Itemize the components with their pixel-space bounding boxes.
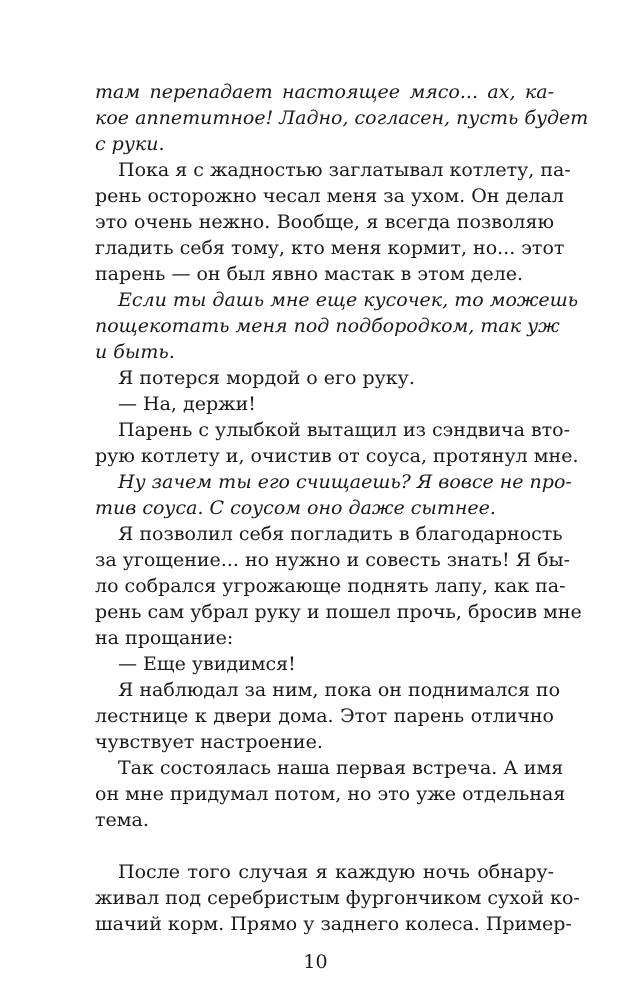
- text-line: Я потерся мордой о его руку.: [118, 367, 415, 389]
- text-line: рень осторожно чесал меня за ухом. Он делал: [95, 185, 564, 207]
- text-line: он мне придумал потом, но это уже отдельная: [95, 783, 566, 805]
- text-line: пощекотать меня под подбородком, так уж: [95, 315, 560, 337]
- text-line: шачий корм. Прямо у заднего колеса. Пример-: [95, 913, 572, 935]
- text-line: Я наблюдал за ним, пока он поднимался по: [118, 679, 561, 701]
- text-line: это очень нежно. Вообще, я всегда позволяю: [95, 211, 554, 233]
- text-line: Ну зачем ты его счищаешь? Я вовсе не про-: [118, 471, 572, 493]
- text-line: гладить себя тому, кто меня кормит, но... этот: [95, 237, 565, 259]
- text-line: рую котлету и, очистив от соуса, протянул мне.: [95, 445, 579, 467]
- text-line: живал под серебристым фургончиком сухой ко-: [95, 887, 580, 909]
- text-line: ло собрался угрожающе поднять лапу, как па-: [95, 575, 566, 597]
- text-line: — Еще увидимся!: [118, 653, 296, 675]
- text-line: Если ты дашь мне еще кусочек, то можешь: [118, 289, 579, 311]
- text-line: на прощание:: [95, 627, 234, 649]
- text-line: Пока я с жадностью заглатывал котлету, па-: [118, 159, 571, 181]
- text-line: за угощение... но нужно и совесть знать! Я бы-: [95, 549, 571, 571]
- text-line: лестнице к двери дома. Этот парень отлично: [95, 705, 554, 727]
- text-line: Я позволил себя погладить в благодарность: [118, 523, 563, 545]
- text-line: тема.: [95, 809, 149, 831]
- text-line: кое аппетитное! Ладно, согласен, пусть будет: [95, 107, 589, 129]
- text-line: парень — он был явно мастак в этом деле.: [95, 263, 524, 285]
- text-line: чувствует настроение.: [95, 731, 323, 753]
- text-line: и быть.: [95, 341, 175, 363]
- text-line: рень сам убрал руку и пошел прочь, бросив мне: [95, 601, 582, 623]
- page-number: 10: [303, 951, 328, 973]
- text-line: — На, держи!: [118, 393, 256, 415]
- text-line: Парень с улыбкой вытащил из сэндвича вто-: [118, 419, 571, 441]
- text-line: Так состоялась наша первая встреча. А имя: [118, 757, 564, 779]
- text-line: тив соуса. С соусом оно даже сытнее.: [95, 497, 496, 519]
- text-line: После того случая я каждую ночь обнару-: [118, 861, 554, 883]
- text-line: с руки.: [95, 133, 165, 155]
- text-line: там перепадает настоящее мясо... ах, ка-: [95, 81, 554, 103]
